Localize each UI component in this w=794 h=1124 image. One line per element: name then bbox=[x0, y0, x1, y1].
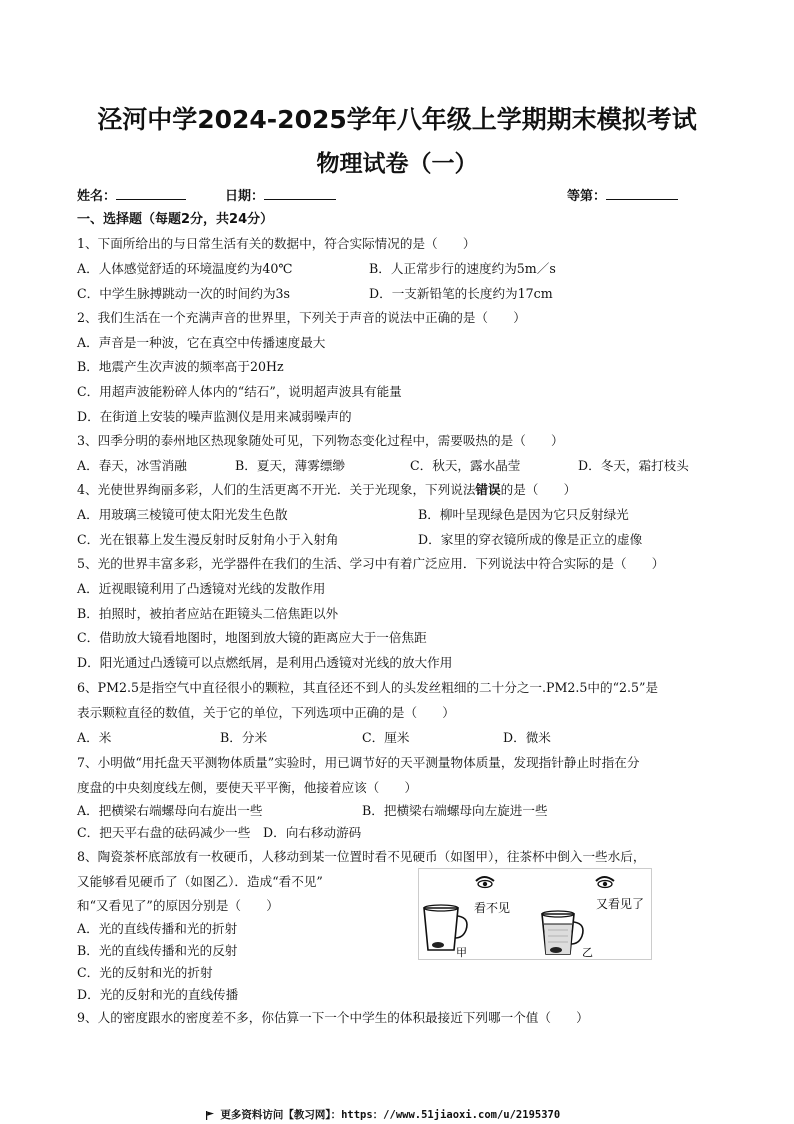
question-1-stem: 1、下面所给出的与日常生活有关的数据中，符合实际情况的是（ ） bbox=[77, 236, 476, 251]
question-2-stem: 2、我们生活在一个充满声音的世界里，下列关于声音的说法中正确的是（ ） bbox=[77, 310, 526, 325]
q1-option-d: D．一支新铅笔的长度约为17cm bbox=[369, 286, 553, 301]
eye-icon-right bbox=[596, 877, 614, 888]
date-blank bbox=[264, 186, 336, 200]
q5-option-d: D．阳光通过凸透镜可以点燃纸屑，是利用凸透镜对光线的放大作用 bbox=[77, 655, 453, 670]
label-cannot-see: 看不见 bbox=[474, 901, 511, 915]
label-see-again: 又看见了 bbox=[596, 897, 645, 911]
question-6-stem-line1: 6、PM2.5是指空气中直径很小的颗粒，其直径还不到人的头发丝粗细的二十分之一.PM2.5中的“2.5”是 bbox=[77, 680, 659, 695]
q6-option-b: B．分米 bbox=[220, 730, 268, 745]
q1-option-b: B．人正常步行的速度约为5m／s bbox=[369, 261, 556, 276]
question-3-stem: 3、四季分明的泰州地区热现象随处可见，下列物态变化过程中，需要吸热的是（ ） bbox=[77, 433, 564, 448]
exam-title: 泾河中学2024-2025学年八年级上学期期末模拟考试 bbox=[97, 105, 697, 134]
caption-yi: 乙 bbox=[582, 946, 593, 959]
question-7-stem-line2: 度盘的中央刻度线左侧，要使天平平衡，他接着应该（ ） bbox=[77, 780, 418, 795]
student-info-line bbox=[77, 185, 717, 205]
question-8-stem-line2: 又能够看见硬币了（如图乙）．造成“看不见” bbox=[77, 874, 323, 889]
cup-coin-diagram bbox=[418, 868, 652, 960]
q3-option-a: A．春天，冰雪消融 bbox=[77, 458, 187, 473]
q5-option-c: C．借助放大镜看地图时，地图到放大镜的距离应大于一倍焦距 bbox=[77, 630, 427, 645]
q3-option-c: C．秋天，露水晶莹 bbox=[410, 458, 521, 473]
question-9-stem: 9、人的密度跟水的密度差不多，你估算一下一个中学生的体积最接近下列哪一个值（ ） bbox=[77, 1010, 589, 1025]
q6-option-d: D．微米 bbox=[503, 730, 551, 745]
date-field: 日期： bbox=[225, 185, 336, 204]
question-5-stem: 5、光的世界丰富多彩，光学器件在我们的生活、学习中有着广泛应用．下列说法中符合实际的是（ ） bbox=[77, 556, 665, 571]
emphasis-error-word: 错误 bbox=[475, 482, 501, 497]
question-8-stem-line3: 和“又看见了”的原因分别是（ ） bbox=[77, 898, 279, 913]
eye-icon-left bbox=[476, 877, 494, 888]
grade-field: 等第： bbox=[567, 185, 678, 204]
q1-option-a: A．人体感觉舒适的环境温度约为40℃ bbox=[77, 261, 293, 276]
q7-option-c: C．把天平右盘的砝码减少一些 bbox=[77, 825, 251, 840]
q7-option-d: D．向右移动游码 bbox=[263, 825, 362, 840]
q4-option-c: C．光在银幕上发生漫反射时反射角小于入射角 bbox=[77, 532, 339, 547]
q2-option-c: C．用超声波能粉碎人体内的“结石”，说明超声波具有能量 bbox=[77, 384, 402, 399]
q8-option-c: C．光的反射和光的折射 bbox=[77, 965, 213, 980]
q1-option-c: C．中学生脉搏跳动一次的时间约为3s bbox=[77, 286, 291, 301]
q4-option-a: A．用玻璃三棱镜可使太阳光发生色散 bbox=[77, 507, 288, 522]
q4-option-d: D．家里的穿衣镜所成的像是正立的虚像 bbox=[418, 532, 643, 547]
q5-option-a: A．近视眼镜利用了凸透镜对光线的发散作用 bbox=[77, 581, 326, 596]
q8-option-a: A．光的直线传播和光的折射 bbox=[77, 921, 238, 936]
name-field: 姓名： bbox=[77, 185, 186, 204]
q7-option-b: B．把横梁右端螺母向左旋进一些 bbox=[362, 803, 548, 818]
q6-option-c: C．厘米 bbox=[362, 730, 410, 745]
q3-option-b: B．夏天，薄雾缥缈 bbox=[235, 458, 346, 473]
q2-option-b: B．地震产生次声波的频率高于20Hz bbox=[77, 359, 284, 374]
grade-blank bbox=[606, 186, 678, 200]
q8-option-b: B．光的直线传播和光的反射 bbox=[77, 943, 238, 958]
q6-option-a: A．米 bbox=[77, 730, 112, 745]
cup-left bbox=[424, 905, 467, 950]
footer-link[interactable] bbox=[206, 1107, 560, 1122]
cup-coin-figure bbox=[418, 868, 652, 960]
question-4-stem: 4、光使世界绚丽多彩，人们的生活更离不开光．关于光现象，下列说法错误的是（ ） bbox=[77, 482, 577, 497]
exam-subtitle: 物理试卷（一） bbox=[316, 151, 478, 177]
name-blank bbox=[116, 186, 186, 200]
question-6-stem-line2: 表示颗粒直径的数值，关于它的单位，下列选项中正确的是（ ） bbox=[77, 705, 455, 720]
footer-text: 更多资料访问【教习网】：https：//www.51jiaoxi.com/u/2195370 bbox=[220, 1109, 561, 1121]
question-7-stem-line1: 7、小明做“用托盘天平测物体质量”实验时，用已调节好的天平测量物体质量，发现指针静止时指在分 bbox=[77, 755, 640, 770]
q7-option-a: A．把横梁右端螺母向右旋出一些 bbox=[77, 803, 263, 818]
q2-option-a: A．声音是一种波，它在真空中传播速度最大 bbox=[77, 335, 326, 350]
caption-jia: 甲 bbox=[456, 946, 467, 959]
q3-option-d: D．冬天，霜打枝头 bbox=[578, 458, 689, 473]
flag-icon bbox=[206, 1111, 214, 1120]
cup-right-with-water bbox=[542, 911, 583, 954]
question-8-stem-line1: 8、陶瓷茶杯底部放有一枚硬币，人移动到某一位置时看不见硬币（如图甲），往茶杯中倒入一些水后， bbox=[77, 849, 646, 864]
q2-option-d: D．在街道上安装的噪声监测仪是用来减弱噪声的 bbox=[77, 409, 352, 424]
q5-option-b: B．拍照时，被拍者应站在距镜头二倍焦距以外 bbox=[77, 606, 339, 621]
q8-option-d: D．光的反射和光的直线传播 bbox=[77, 987, 239, 1002]
q4-option-b: B．柳叶呈现绿色是因为它只反射绿光 bbox=[418, 507, 629, 522]
section-heading: 一、选择题（每题2分，共24分） bbox=[77, 212, 274, 227]
